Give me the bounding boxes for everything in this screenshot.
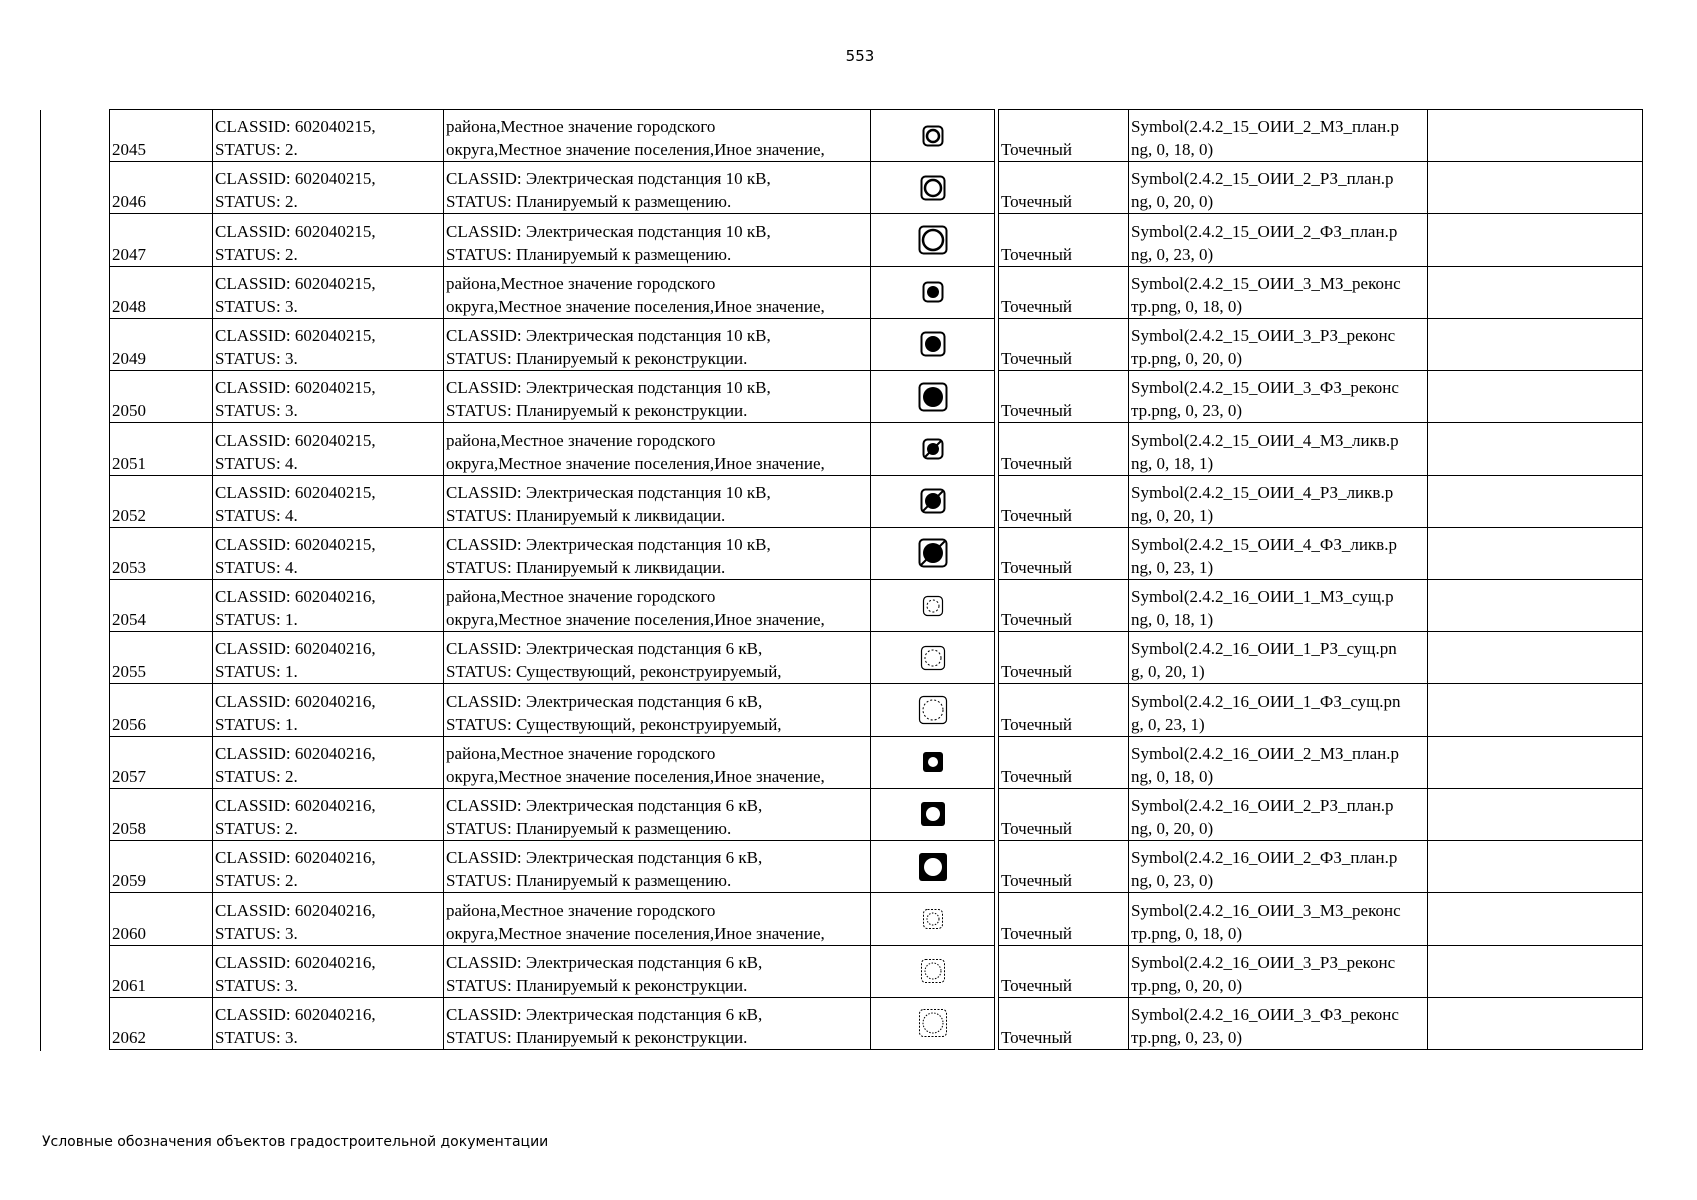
symbol-preview-cell bbox=[871, 736, 995, 788]
symbol-preview-cell bbox=[871, 997, 995, 1049]
description-line-1: района,Местное значение городского bbox=[446, 743, 716, 763]
symbol-definition-cell bbox=[1129, 579, 1428, 631]
circle-in-square-outline-medium-icon bbox=[920, 175, 946, 201]
description-line-2: STATUS: Существующий, реконструируемый, bbox=[446, 662, 782, 682]
classid-text: CLASSID: 602040216, bbox=[215, 900, 376, 920]
status-text: STATUS: 2. bbox=[215, 192, 298, 212]
status-text: STATUS: 2. bbox=[215, 140, 298, 160]
geometry-type: Точечный bbox=[999, 579, 1129, 631]
classid-text: CLASSID: 602040216, bbox=[215, 587, 376, 607]
description-line-1: CLASSID: Электрическая подстанция 6 кВ, bbox=[446, 952, 763, 972]
status-text: STATUS: 2. bbox=[215, 766, 298, 786]
symbol-definition-line-1: Symbol(2.4.2_16_ОИИ_2_ФЗ_план.p bbox=[1131, 848, 1398, 868]
dashed-circle-in-square-large-icon bbox=[918, 695, 948, 725]
description-line-2: STATUS: Планируемый к реконструкции. bbox=[446, 1028, 748, 1047]
table-row bbox=[110, 371, 1643, 423]
dotted-circle-in-square-small-icon bbox=[922, 908, 944, 930]
symbol-definition-line-2: ng, 0, 18, 1) bbox=[1131, 453, 1214, 473]
row-id: 2056 bbox=[110, 684, 213, 736]
class-cell bbox=[213, 841, 444, 893]
description-line-2: округа,Местное значение поселения,Иное значение, bbox=[446, 296, 825, 316]
row-id: 2047 bbox=[110, 214, 213, 266]
symbol-definition-cell bbox=[1129, 788, 1428, 840]
empty-cell bbox=[1428, 945, 1643, 997]
symbol-definition-line-1: Symbol(2.4.2_15_ОИИ_2_МЗ_план.p bbox=[1131, 117, 1399, 137]
dashed-circle-in-square-medium-icon bbox=[920, 645, 946, 671]
row-id: 2054 bbox=[110, 579, 213, 631]
description-line-1: района,Местное значение городского bbox=[446, 273, 716, 293]
description-cell bbox=[444, 997, 871, 1049]
class-cell bbox=[213, 214, 444, 266]
row-id: 2048 bbox=[110, 266, 213, 318]
classid-text: CLASSID: 602040216, bbox=[215, 848, 376, 868]
crossed-filled-circle-large-icon bbox=[918, 538, 948, 568]
symbol-preview-cell bbox=[871, 527, 995, 579]
description-line-2: STATUS: Планируемый к размещению. bbox=[446, 192, 732, 212]
empty-cell bbox=[1428, 266, 1643, 318]
geometry-type: Точечный bbox=[999, 318, 1129, 370]
empty-cell bbox=[1428, 527, 1643, 579]
symbol-preview-cell bbox=[871, 945, 995, 997]
description-cell bbox=[444, 110, 871, 162]
geometry-type: Точечный bbox=[999, 997, 1129, 1049]
description-line-2: округа,Местное значение поселения,Иное значение, bbox=[446, 140, 825, 160]
row-id: 2049 bbox=[110, 318, 213, 370]
symbol-definition-cell bbox=[1129, 318, 1428, 370]
circle-in-filled-square-large-icon bbox=[918, 852, 948, 882]
filled-circle-in-square-large-icon bbox=[918, 382, 948, 412]
classid-text: CLASSID: 602040215, bbox=[215, 482, 376, 502]
description-line-1: CLASSID: Электрическая подстанция 6 кВ, bbox=[446, 848, 763, 868]
symbol-definition-line-1: Symbol(2.4.2_15_ОИИ_3_МЗ_реконс bbox=[1131, 273, 1401, 293]
description-line-2: STATUS: Планируемый к реконструкции. bbox=[446, 975, 748, 995]
symbol-preview-cell bbox=[871, 318, 995, 370]
symbol-definition-cell bbox=[1129, 841, 1428, 893]
description-line-1: CLASSID: Электрическая подстанция 10 кВ, bbox=[446, 482, 771, 502]
dotted-circle-in-square-medium-icon bbox=[920, 958, 946, 984]
classid-text: CLASSID: 602040215, bbox=[215, 378, 376, 398]
empty-cell bbox=[1428, 475, 1643, 527]
symbol-definition-line-2: тр.png, 0, 20, 0) bbox=[1131, 975, 1243, 995]
class-cell bbox=[213, 997, 444, 1049]
empty-cell bbox=[1428, 110, 1643, 162]
empty-cell bbox=[1428, 736, 1643, 788]
circle-in-square-outline-large-icon bbox=[918, 225, 948, 255]
symbol-definition-line-2: тр.png, 0, 23, 0) bbox=[1131, 1028, 1243, 1047]
description-line-1: CLASSID: Электрическая подстанция 6 кВ, bbox=[446, 639, 763, 659]
row-id: 2060 bbox=[110, 893, 213, 945]
description-line-1: района,Местное значение городского bbox=[446, 117, 716, 137]
description-line-1: CLASSID: Электрическая подстанция 10 кВ, bbox=[446, 221, 771, 241]
symbol-definition-line-1: Symbol(2.4.2_15_ОИИ_2_ФЗ_план.p bbox=[1131, 221, 1398, 241]
symbol-definition-line-1: Symbol(2.4.2_15_ОИИ_2_РЗ_план.p bbox=[1131, 169, 1394, 189]
margin-line bbox=[40, 110, 41, 1051]
class-cell bbox=[213, 788, 444, 840]
geometry-type: Точечный bbox=[999, 162, 1129, 214]
table-row bbox=[110, 266, 1643, 318]
description-cell bbox=[444, 266, 871, 318]
symbol-definition-line-2: ng, 0, 20, 0) bbox=[1131, 192, 1214, 212]
classid-text: CLASSID: 602040215, bbox=[215, 169, 376, 189]
crossed-filled-circle-medium-icon bbox=[920, 488, 946, 514]
symbol-definition-line-2: ng, 0, 23, 0) bbox=[1131, 871, 1214, 891]
classid-text: CLASSID: 602040216, bbox=[215, 796, 376, 816]
description-line-1: CLASSID: Электрическая подстанция 10 кВ, bbox=[446, 169, 771, 189]
description-line-2: STATUS: Планируемый к размещению. bbox=[446, 244, 732, 264]
description-cell bbox=[444, 318, 871, 370]
status-text: STATUS: 1. bbox=[215, 610, 298, 630]
description-line-2: округа,Местное значение поселения,Иное значение, bbox=[446, 923, 825, 943]
symbol-definition-cell bbox=[1129, 371, 1428, 423]
table-row bbox=[110, 579, 1643, 631]
description-cell bbox=[444, 736, 871, 788]
row-id: 2046 bbox=[110, 162, 213, 214]
description-cell bbox=[444, 475, 871, 527]
symbol-definition-line-2: ng, 0, 20, 0) bbox=[1131, 819, 1214, 839]
description-line-2: STATUS: Существующий, реконструируемый, bbox=[446, 714, 782, 734]
status-text: STATUS: 3. bbox=[215, 975, 298, 995]
classid-text: CLASSID: 602040216, bbox=[215, 743, 376, 763]
description-cell bbox=[444, 162, 871, 214]
empty-cell bbox=[1428, 632, 1643, 684]
table-row bbox=[110, 788, 1643, 840]
row-id: 2052 bbox=[110, 475, 213, 527]
row-id: 2050 bbox=[110, 371, 213, 423]
symbol-definition-cell bbox=[1129, 684, 1428, 736]
row-id: 2057 bbox=[110, 736, 213, 788]
geometry-type: Точечный bbox=[999, 371, 1129, 423]
symbol-preview-cell bbox=[871, 788, 995, 840]
symbol-preview-cell bbox=[871, 371, 995, 423]
row-id: 2045 bbox=[110, 110, 213, 162]
symbol-preview-cell bbox=[871, 266, 995, 318]
description-line-2: STATUS: Планируемый к размещению. bbox=[446, 819, 732, 839]
symbol-preview-cell bbox=[871, 475, 995, 527]
symbol-definition-line-2: ng, 0, 23, 1) bbox=[1131, 557, 1214, 577]
class-cell bbox=[213, 893, 444, 945]
status-text: STATUS: 3. bbox=[215, 296, 298, 316]
status-text: STATUS: 1. bbox=[215, 662, 298, 682]
symbol-definition-cell bbox=[1129, 214, 1428, 266]
table-row bbox=[110, 945, 1643, 997]
classid-text: CLASSID: 602040215, bbox=[215, 273, 376, 293]
table-row bbox=[110, 475, 1643, 527]
symbol-definition-line-1: Symbol(2.4.2_16_ОИИ_3_МЗ_реконс bbox=[1131, 900, 1401, 920]
symbol-definition-line-2: тр.png, 0, 18, 0) bbox=[1131, 923, 1243, 943]
class-cell bbox=[213, 266, 444, 318]
class-cell bbox=[213, 632, 444, 684]
description-cell bbox=[444, 214, 871, 266]
geometry-type: Точечный bbox=[999, 423, 1129, 475]
symbol-preview-cell bbox=[871, 893, 995, 945]
classid-text: CLASSID: 602040216, bbox=[215, 952, 376, 972]
class-cell bbox=[213, 684, 444, 736]
symbol-preview-cell bbox=[871, 579, 995, 631]
symbol-definition-line-1: Symbol(2.4.2_15_ОИИ_4_МЗ_ликв.p bbox=[1131, 430, 1399, 450]
description-line-2: округа,Местное значение поселения,Иное значение, bbox=[446, 610, 825, 630]
symbol-definition-line-1: Symbol(2.4.2_16_ОИИ_1_ФЗ_сущ.pn bbox=[1131, 691, 1401, 711]
geometry-type: Точечный bbox=[999, 527, 1129, 579]
empty-cell bbox=[1428, 371, 1643, 423]
status-text: STATUS: 3. bbox=[215, 349, 298, 369]
status-text: STATUS: 2. bbox=[215, 871, 298, 891]
classid-text: CLASSID: 602040216, bbox=[215, 691, 376, 711]
row-id: 2061 bbox=[110, 945, 213, 997]
row-id: 2058 bbox=[110, 788, 213, 840]
description-line-1: района,Местное значение городского bbox=[446, 430, 716, 450]
row-id: 2059 bbox=[110, 841, 213, 893]
table-row bbox=[110, 318, 1643, 370]
description-line-1: CLASSID: Электрическая подстанция 10 кВ, bbox=[446, 378, 771, 398]
circle-in-filled-square-small-icon bbox=[922, 751, 944, 773]
symbol-preview-cell bbox=[871, 110, 995, 162]
class-cell bbox=[213, 423, 444, 475]
symbol-definition-line-1: Symbol(2.4.2_16_ОИИ_3_РЗ_реконс bbox=[1131, 952, 1396, 972]
dotted-circle-in-square-large-icon bbox=[918, 1008, 948, 1038]
empty-cell bbox=[1428, 684, 1643, 736]
symbol-definition-cell bbox=[1129, 527, 1428, 579]
row-id: 2062 bbox=[110, 997, 213, 1049]
table-row bbox=[110, 110, 1643, 162]
symbol-definition-line-2: тр.png, 0, 20, 0) bbox=[1131, 349, 1243, 369]
table-row bbox=[110, 684, 1643, 736]
table-row bbox=[110, 893, 1643, 945]
description-cell bbox=[444, 527, 871, 579]
table-row bbox=[110, 423, 1643, 475]
symbol-preview-cell bbox=[871, 841, 995, 893]
status-text: STATUS: 4. bbox=[215, 453, 298, 473]
description-line-1: района,Местное значение городского bbox=[446, 587, 716, 607]
empty-cell bbox=[1428, 162, 1643, 214]
empty-cell bbox=[1428, 893, 1643, 945]
symbol-definition-line-1: Symbol(2.4.2_15_ОИИ_3_РЗ_реконс bbox=[1131, 326, 1396, 346]
class-cell bbox=[213, 475, 444, 527]
geometry-type: Точечный bbox=[999, 736, 1129, 788]
page-number: 553 bbox=[845, 47, 875, 65]
description-line-1: CLASSID: Электрическая подстанция 10 кВ, bbox=[446, 534, 771, 554]
status-text: STATUS: 3. bbox=[215, 401, 298, 421]
empty-cell bbox=[1428, 423, 1643, 475]
description-line-2: STATUS: Планируемый к ликвидации. bbox=[446, 557, 726, 577]
row-id: 2055 bbox=[110, 632, 213, 684]
geometry-type: Точечный bbox=[999, 788, 1129, 840]
row-id: 2051 bbox=[110, 423, 213, 475]
filled-circle-in-square-small-icon bbox=[922, 281, 944, 303]
symbol-definition-line-1: Symbol(2.4.2_15_ОИИ_4_ФЗ_ликв.p bbox=[1131, 534, 1397, 554]
geometry-type: Точечный bbox=[999, 475, 1129, 527]
symbol-definition-line-1: Symbol(2.4.2_16_ОИИ_2_МЗ_план.p bbox=[1131, 743, 1399, 763]
class-cell bbox=[213, 110, 444, 162]
geometry-type: Точечный bbox=[999, 266, 1129, 318]
description-cell bbox=[444, 841, 871, 893]
description-line-2: STATUS: Планируемый к реконструкции. bbox=[446, 401, 748, 421]
class-cell bbox=[213, 736, 444, 788]
table-row bbox=[110, 736, 1643, 788]
empty-cell bbox=[1428, 788, 1643, 840]
class-cell bbox=[213, 579, 444, 631]
symbol-preview-cell bbox=[871, 423, 995, 475]
table-row bbox=[110, 997, 1643, 1049]
table-row bbox=[110, 527, 1643, 579]
symbol-definition-cell bbox=[1129, 266, 1428, 318]
description-line-1: района,Местное значение городского bbox=[446, 900, 716, 920]
class-cell bbox=[213, 527, 444, 579]
symbol-definition-line-2: ng, 0, 18, 1) bbox=[1131, 610, 1214, 630]
geometry-type: Точечный bbox=[999, 893, 1129, 945]
status-text: STATUS: 3. bbox=[215, 1028, 298, 1047]
description-line-2: STATUS: Планируемый к реконструкции. bbox=[446, 349, 748, 369]
symbol-definition-line-2: тр.png, 0, 18, 0) bbox=[1131, 296, 1243, 316]
description-line-2: STATUS: Планируемый к размещению. bbox=[446, 871, 732, 891]
description-line-1: CLASSID: Электрическая подстанция 6 кВ, bbox=[446, 691, 763, 711]
symbol-definition-line-2: ng, 0, 23, 0) bbox=[1131, 244, 1214, 264]
class-cell bbox=[213, 318, 444, 370]
row-id: 2053 bbox=[110, 527, 213, 579]
symbol-definition-line-1: Symbol(2.4.2_15_ОИИ_4_РЗ_ликв.p bbox=[1131, 482, 1394, 502]
description-cell bbox=[444, 788, 871, 840]
class-cell bbox=[213, 162, 444, 214]
empty-cell bbox=[1428, 214, 1643, 266]
symbol-definition-line-2: ng, 0, 18, 0) bbox=[1131, 766, 1214, 786]
symbol-table bbox=[109, 109, 1643, 1050]
classid-text: CLASSID: 602040216, bbox=[215, 639, 376, 659]
table-row bbox=[110, 162, 1643, 214]
crossed-filled-circle-small-icon bbox=[922, 438, 944, 460]
symbol-definition-line-1: Symbol(2.4.2_16_ОИИ_1_РЗ_сущ.pn bbox=[1131, 639, 1397, 659]
classid-text: CLASSID: 602040215, bbox=[215, 221, 376, 241]
symbol-preview-cell bbox=[871, 162, 995, 214]
empty-cell bbox=[1428, 997, 1643, 1049]
symbol-definition-line-2: тр.png, 0, 23, 0) bbox=[1131, 401, 1243, 421]
symbol-definition-cell bbox=[1129, 162, 1428, 214]
circle-in-filled-square-medium-icon bbox=[920, 801, 946, 827]
table-row bbox=[110, 841, 1643, 893]
description-cell bbox=[444, 632, 871, 684]
geometry-type: Точечный bbox=[999, 214, 1129, 266]
symbol-definition-line-2: ng, 0, 18, 0) bbox=[1131, 140, 1214, 160]
status-text: STATUS: 4. bbox=[215, 505, 298, 525]
status-text: STATUS: 2. bbox=[215, 819, 298, 839]
geometry-type: Точечный bbox=[999, 110, 1129, 162]
geometry-type: Точечный bbox=[999, 632, 1129, 684]
description-cell bbox=[444, 423, 871, 475]
geometry-type: Точечный bbox=[999, 841, 1129, 893]
symbol-preview-cell bbox=[871, 214, 995, 266]
description-line-1: CLASSID: Электрическая подстанция 6 кВ, bbox=[446, 1005, 763, 1024]
status-text: STATUS: 1. bbox=[215, 714, 298, 734]
status-text: STATUS: 3. bbox=[215, 923, 298, 943]
description-line-1: CLASSID: Электрическая подстанция 10 кВ, bbox=[446, 326, 771, 346]
table-row bbox=[110, 632, 1643, 684]
symbol-definition-line-2: g, 0, 20, 1) bbox=[1131, 662, 1205, 682]
symbol-definition-line-1: Symbol(2.4.2_16_ОИИ_1_МЗ_сущ.p bbox=[1131, 587, 1394, 607]
symbol-definition-line-2: g, 0, 23, 1) bbox=[1131, 714, 1205, 734]
description-cell bbox=[444, 684, 871, 736]
filled-circle-in-square-medium-icon bbox=[920, 331, 946, 357]
symbol-definition-line-1: Symbol(2.4.2_16_ОИИ_2_РЗ_план.p bbox=[1131, 796, 1394, 816]
symbol-definition-line-1: Symbol(2.4.2_15_ОИИ_3_ФЗ_реконс bbox=[1131, 378, 1399, 398]
symbol-preview-cell bbox=[871, 684, 995, 736]
symbol-definition-cell bbox=[1129, 475, 1428, 527]
status-text: STATUS: 4. bbox=[215, 557, 298, 577]
symbol-definition-cell bbox=[1129, 945, 1428, 997]
classid-text: CLASSID: 602040215, bbox=[215, 117, 376, 137]
classid-text: CLASSID: 602040215, bbox=[215, 534, 376, 554]
symbol-definition-cell bbox=[1129, 736, 1428, 788]
description-line-2: STATUS: Планируемый к ликвидации. bbox=[446, 505, 726, 525]
symbol-definition-cell bbox=[1129, 110, 1428, 162]
symbol-definition-line-2: ng, 0, 20, 1) bbox=[1131, 505, 1214, 525]
geometry-type: Точечный bbox=[999, 945, 1129, 997]
symbol-definition-cell bbox=[1129, 997, 1428, 1049]
description-cell bbox=[444, 371, 871, 423]
classid-text: CLASSID: 602040216, bbox=[215, 1005, 376, 1024]
description-line-2: округа,Местное значение поселения,Иное значение, bbox=[446, 453, 825, 473]
description-cell bbox=[444, 945, 871, 997]
table-body bbox=[110, 110, 1643, 1050]
symbol-definition-line-1: Symbol(2.4.2_16_ОИИ_3_ФЗ_реконс bbox=[1131, 1005, 1399, 1024]
circle-in-square-outline-small-icon bbox=[922, 125, 944, 147]
description-cell bbox=[444, 893, 871, 945]
description-line-1: CLASSID: Электрическая подстанция 6 кВ, bbox=[446, 796, 763, 816]
status-text: STATUS: 2. bbox=[215, 244, 298, 264]
class-cell bbox=[213, 371, 444, 423]
symbol-definition-cell bbox=[1129, 632, 1428, 684]
empty-cell bbox=[1428, 579, 1643, 631]
symbol-definition-cell bbox=[1129, 423, 1428, 475]
dashed-circle-in-square-small-icon bbox=[922, 595, 944, 617]
description-cell bbox=[444, 579, 871, 631]
class-cell bbox=[213, 945, 444, 997]
geometry-type: Точечный bbox=[999, 684, 1129, 736]
symbol-definition-cell bbox=[1129, 893, 1428, 945]
table-row bbox=[110, 214, 1643, 266]
empty-cell bbox=[1428, 318, 1643, 370]
description-line-2: округа,Местное значение поселения,Иное значение, bbox=[446, 766, 825, 786]
empty-cell bbox=[1428, 841, 1643, 893]
classid-text: CLASSID: 602040215, bbox=[215, 430, 376, 450]
footer-caption: Условные обозначения объектов градостроительной документации bbox=[42, 1134, 549, 1150]
classid-text: CLASSID: 602040215, bbox=[215, 326, 376, 346]
symbol-preview-cell bbox=[871, 632, 995, 684]
